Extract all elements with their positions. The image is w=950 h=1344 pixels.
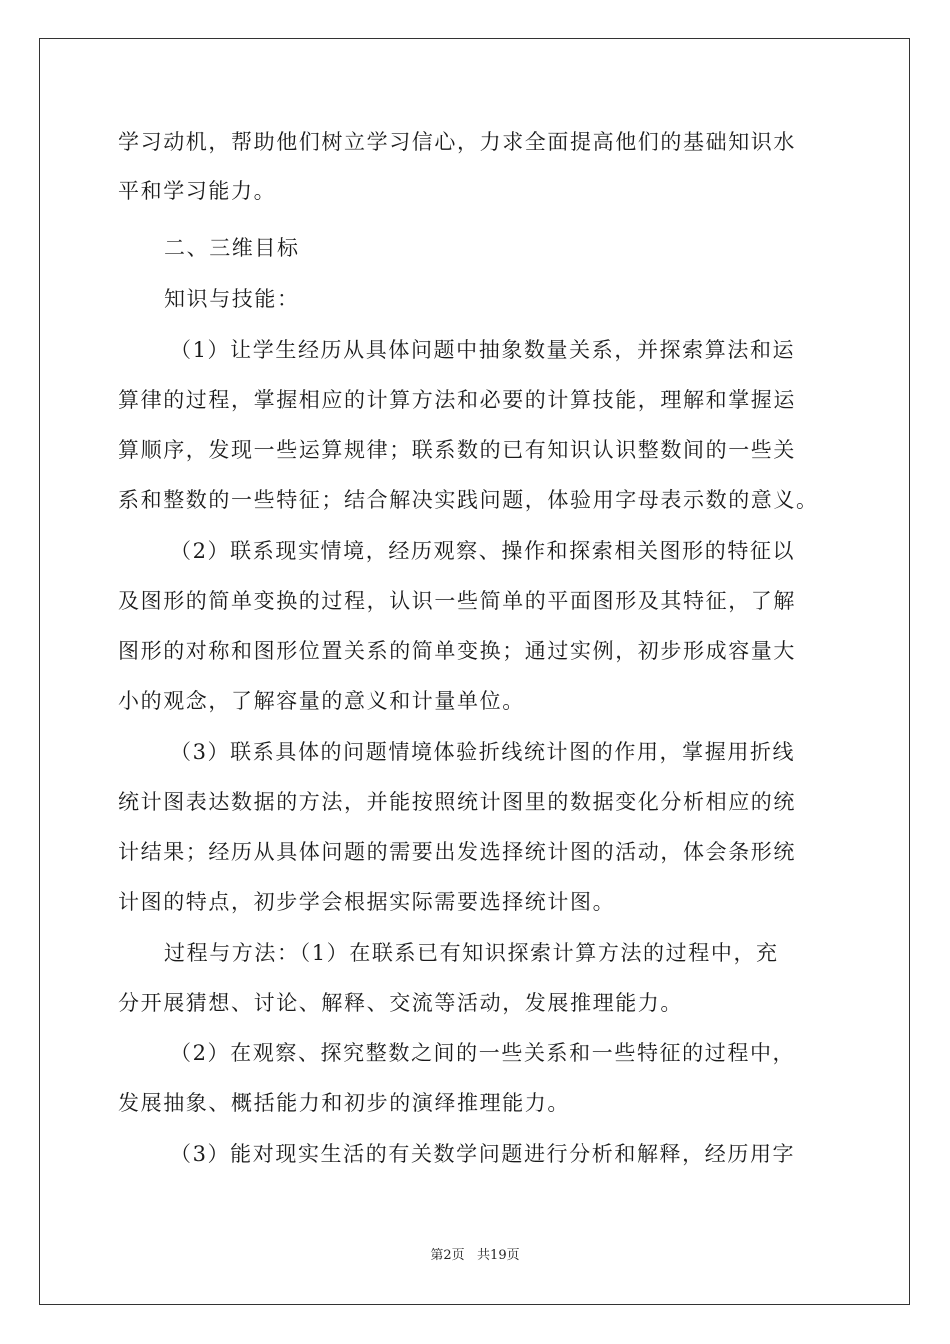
text-line: 算顺序，发现一些运算规律；联系数的已有知识认识整数间的一些关: [118, 438, 796, 462]
text-line: 算律的过程，掌握相应的计算方法和必要的计算技能，理解和掌握运: [118, 388, 796, 412]
text-line: 发展抽象、概括能力和初步的演绎推理能力。: [118, 1091, 570, 1115]
text-line: 过程与方法：（1）在联系已有知识探索计算方法的过程中，充: [164, 941, 779, 965]
text-line: 平和学习能力。: [118, 179, 277, 203]
text-line: 学习动机，帮助他们树立学习信心，力求全面提高他们的基础知识水: [118, 130, 796, 154]
section-heading: 二、三维目标: [164, 236, 300, 260]
page-number-footer: 第2页 共19页: [430, 1248, 520, 1263]
subsection-heading: 知识与技能：: [164, 287, 300, 311]
text-line: 计图的特点，初步学会根据实际需要选择统计图。: [118, 890, 616, 914]
text-line: 及图形的简单变换的过程，认识一些简单的平面图形及其特征，了解: [118, 589, 796, 613]
text-line: （2）联系现实情境，经历观察、操作和探索相关图形的特征以: [170, 539, 796, 563]
text-line: （1）让学生经历从具体问题中抽象数量关系，并探索算法和运: [170, 338, 796, 362]
text-line: 计结果；经历从具体问题的需要出发选择统计图的活动，体会条形统: [118, 840, 796, 864]
text-line: （3）联系具体的问题情境体验折线统计图的作用，掌握用折线: [170, 740, 796, 764]
text-line: （3）能对现实生活的有关数学问题进行分析和解释，经历用字: [170, 1142, 796, 1166]
text-line: 图形的对称和图形位置关系的简单变换；通过实例，初步形成容量大: [118, 639, 796, 663]
text-line: 分开展猜想、讨论、解释、交流等活动，发展推理能力。: [118, 991, 683, 1015]
text-line: 小的观念，了解容量的意义和计量单位。: [118, 689, 525, 713]
text-line: 统计图表达数据的方法，并能按照统计图里的数据变化分析相应的统: [118, 790, 796, 814]
text-line: （2）在观察、探究整数之间的一些关系和一些特征的过程中，: [170, 1041, 796, 1065]
text-line: 系和整数的一些特征；结合解决实践问题，体验用字母表示数的意义。: [118, 488, 819, 512]
